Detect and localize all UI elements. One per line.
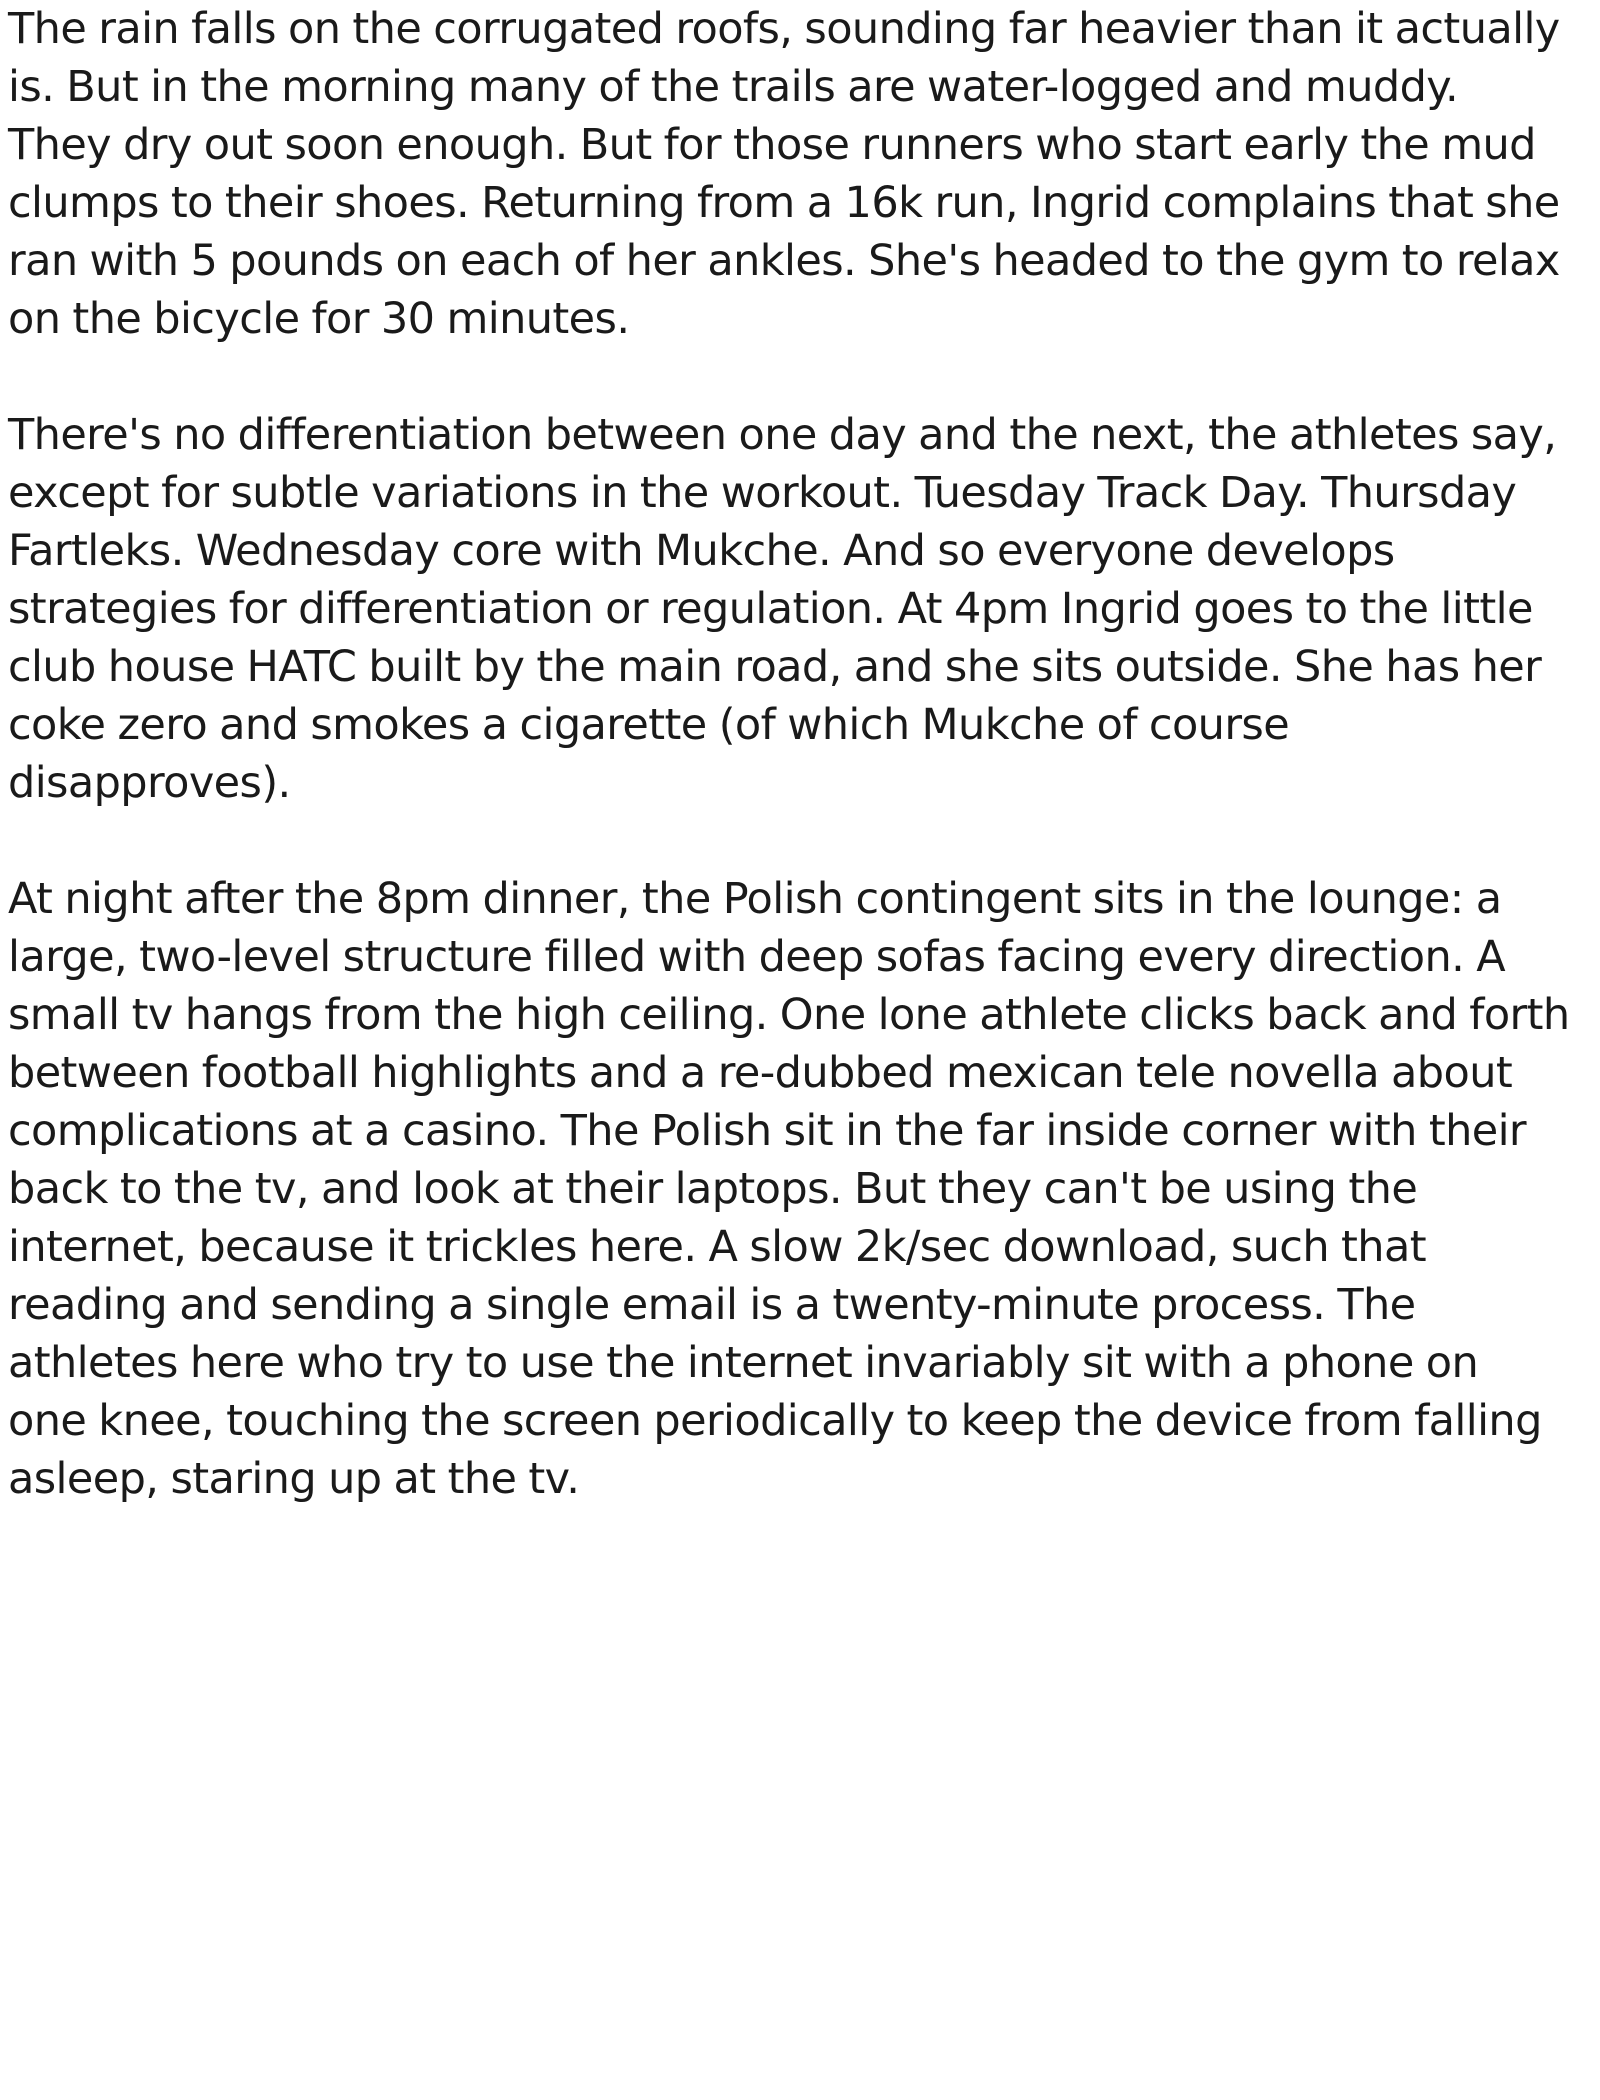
text-line: large, two-level structure filled with deep sofas facing every direction. A bbox=[8, 932, 1506, 982]
paragraph-3 bbox=[8, 870, 1588, 1508]
text-line: one knee, touching the screen periodically to keep the device from falling bbox=[8, 1396, 1542, 1446]
text-line: is. But in the morning many of the trails are water-logged and muddy. bbox=[8, 62, 1459, 112]
text-line: back to the tv, and look at their laptops. But they can't be using the bbox=[8, 1164, 1418, 1214]
text-line: strategies for differentiation or regulation. At 4pm Ingrid goes to the little bbox=[8, 584, 1533, 634]
text-line: They dry out soon enough. But for those runners who start early the mud bbox=[8, 120, 1536, 170]
paragraph-2 bbox=[8, 406, 1588, 812]
text-line: between football highlights and a re-dubbed mexican tele novella about bbox=[8, 1048, 1513, 1098]
text-line: ran with 5 pounds on each of her ankles. She's headed to the gym to relax bbox=[8, 236, 1560, 286]
text-line: asleep, staring up at the tv. bbox=[8, 1454, 580, 1504]
text-line: clumps to their shoes. Returning from a 16k run, Ingrid complains that she bbox=[8, 178, 1560, 228]
document-body bbox=[8, 0, 1588, 1566]
text-line: disapproves). bbox=[8, 758, 291, 808]
text-line: There's no differentiation between one day and the next, the athletes say, bbox=[8, 410, 1557, 460]
text-line: coke zero and smokes a cigarette (of which Mukche of course bbox=[8, 700, 1290, 750]
text-line: on the bicycle for 30 minutes. bbox=[8, 294, 630, 344]
text-line: At night after the 8pm dinner, the Polish contingent sits in the lounge: a bbox=[8, 874, 1502, 924]
text-line: small tv hangs from the high ceiling. One lone athlete clicks back and forth bbox=[8, 990, 1570, 1040]
text-line: The rain falls on the corrugated roofs, sounding far heavier than it actually bbox=[8, 4, 1560, 54]
text-line: except for subtle variations in the workout. Tuesday Track Day. Thursday bbox=[8, 468, 1517, 518]
text-line: athletes here who try to use the internet invariably sit with a phone on bbox=[8, 1338, 1479, 1388]
text-line: club house HATC built by the main road, and she sits outside. She has her bbox=[8, 642, 1542, 692]
text-line: complications at a casino. The Polish sit in the far inside corner with their bbox=[8, 1106, 1527, 1156]
text-line: reading and sending a single email is a twenty-minute process. The bbox=[8, 1280, 1416, 1330]
text-line: internet, because it trickles here. A slow 2k/sec download, such that bbox=[8, 1222, 1426, 1272]
text-line: Fartleks. Wednesday core with Mukche. And so everyone develops bbox=[8, 526, 1395, 576]
paragraph-1 bbox=[8, 0, 1588, 348]
